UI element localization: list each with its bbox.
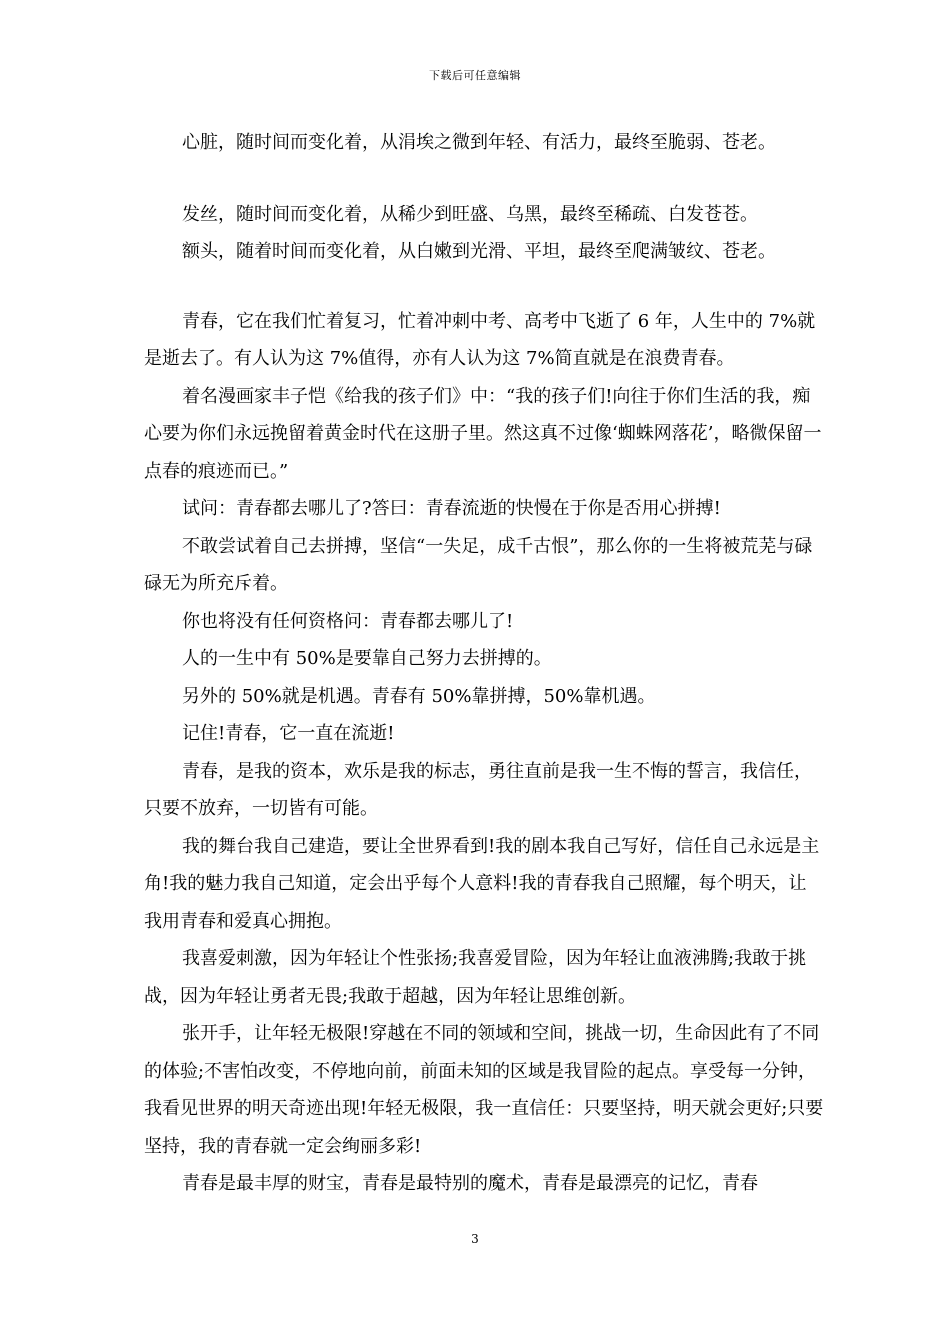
page-header: 下载后可任意编辑	[429, 69, 521, 82]
paragraph: 我喜爱刺激，因为年轻让个性张扬;我喜爱冒险，因为年轻让血液沸腾;我敢于挑战，因为年轻让勇者无畏;我敢于超越，因为年轻让思维创新。	[144, 948, 807, 1007]
page-number: 3	[471, 1232, 479, 1246]
paragraph: 青春，是我的资本，欢乐是我的标志，勇往直前是我一生不悔的誓言，我信任，只要不放弃，一切皆有可能。	[144, 760, 812, 819]
paragraph: 青春，它在我们忙着复习，忙着冲刺中考、高考中飞逝了 6 年，人生中的 7%就是逝去了。有人认为这 7%值得，亦有人认为这 7%简直就是在浪费青春。	[144, 310, 816, 369]
document-body	[144, 124, 824, 1203]
paragraph: 张开手，让年轻无极限!穿越在不同的领域和空间，挑战一切，生命因此有了不同的体验;不害怕改变，不停地向前，前面未知的区域是我冒险的起点。享受每一分钟，我看见世界的明天奇迹出现!年轻无极限，我一直信任：只要坚持，明天就会更好;只要坚持，我的青春就一定会绚丽多彩!	[144, 1023, 824, 1157]
paragraph: 心脏，随时间而变化着，从涓埃之微到年轻、有活力，最终至脆弱、苍老。	[182, 132, 776, 153]
paragraph: 着名漫画家丰子恺《给我的孩子们》中：“我的孩子们!向往于你们生活的我，痴心要为你们永远挽留着黄金时代在这册子里。然这真不过像‘蜘蛛网落花’，略微保留一点春的痕迹而已。”	[144, 385, 822, 482]
paragraph: 我的舞台我自己建造，要让全世界看到!我的剧本我自己写好，信任自己永远是主角!我的魅力我自己知道，定会出乎每个人意料!我的青春我自己照耀，每个明天，让我用青春和爱真心拥抱。	[144, 835, 820, 932]
paragraph: 青春是最丰厚的财宝，青春是最特别的魔术，青春是最漂亮的记忆，青春	[182, 1173, 758, 1194]
paragraph: 你也将没有任何资格问：青春都去哪儿了!	[182, 610, 514, 632]
paragraph: 发丝，随时间而变化着，从稀少到旺盛、乌黑，最终至稀疏、白发苍苍。	[182, 203, 758, 225]
paragraph: 不敢尝试着自己去拼搏，坚信“一失足，成千古恨”，那么你的一生将被荒芜与碌碌无为所充斥着。	[144, 535, 813, 594]
paragraph: 额头，随着时间而变化着，从白嫩到光滑、平坦，最终至爬满皱纹、苍老。	[182, 241, 776, 262]
paragraph: 试问：青春都去哪儿了?答曰：青春流逝的快慢在于你是否用心拼搏!	[182, 498, 721, 519]
paragraph: 人的一生中有 50%是要靠自己努力去拼搏的。	[182, 648, 552, 669]
paragraph: 记住!青春，它一直在流逝!	[182, 723, 395, 744]
paragraph: 另外的 50%就是机遇。青春有 50%靠拼搏，50%靠机遇。	[182, 685, 656, 707]
